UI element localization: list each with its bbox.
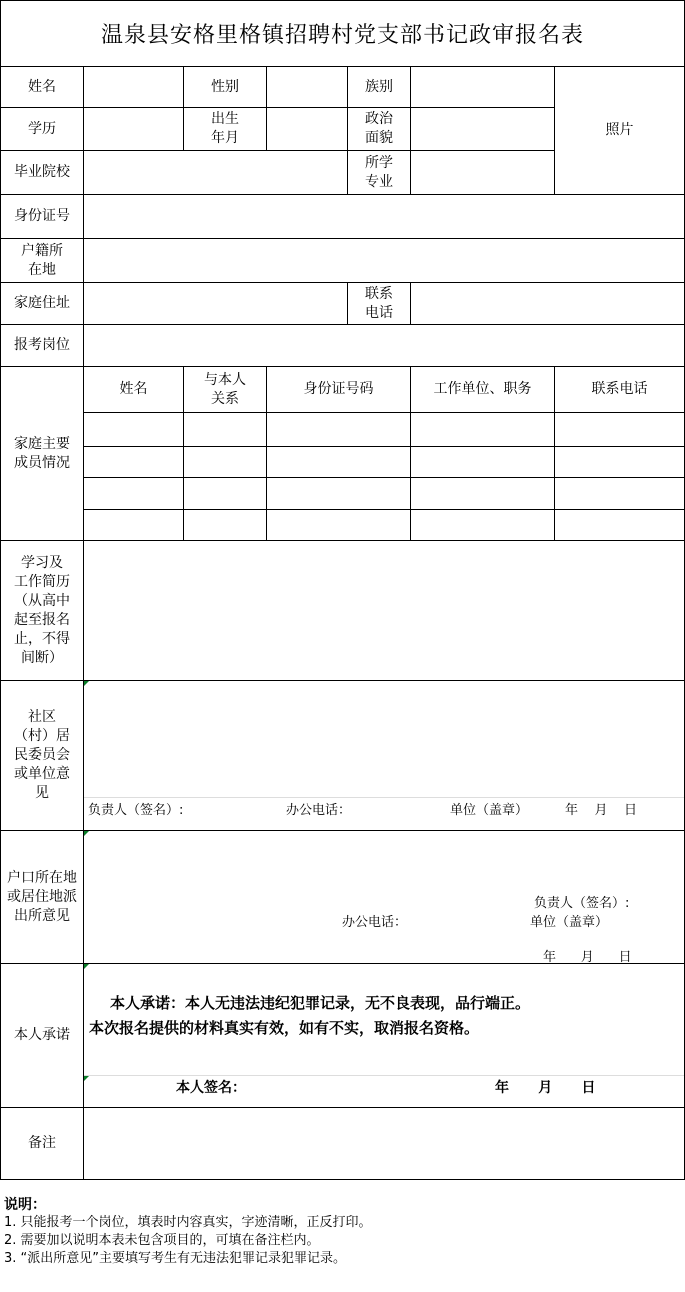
family-header-id: 身份证号码	[266, 366, 411, 413]
police-date: 年 月 日	[543, 950, 632, 965]
family-cell[interactable]	[554, 477, 685, 510]
id-number-label: 身份证号	[0, 194, 84, 239]
education-label: 学历	[0, 107, 84, 151]
family-cell[interactable]	[266, 509, 411, 541]
family-header-phone: 联系电话	[554, 366, 685, 413]
political-field[interactable]	[410, 107, 555, 151]
police-signer: 负责人（签名）:	[534, 896, 630, 911]
family-header-name: 姓名	[83, 366, 184, 413]
note-item: 2. 需要加以说明本表未包含项目的，可填在备注栏内。	[4, 1233, 320, 1248]
family-cell[interactable]	[410, 477, 555, 510]
note-item: 1. 只能报考一个岗位，填表时内容真实，字迹清晰，正反打印。	[4, 1215, 372, 1230]
pledge-label: 本人承诺	[0, 963, 84, 1108]
form-title: 温泉县安格里格镇招聘村党支部书记政审报名表	[0, 0, 685, 66]
name-field[interactable]	[83, 66, 184, 108]
pledge-line-2: 本次报名提供的材料真实有效，如有不实，取消报名资格。	[89, 1019, 480, 1037]
community-divider	[84, 797, 684, 798]
family-header-relation: 与本人 关系	[183, 366, 267, 413]
family-cell[interactable]	[554, 446, 685, 478]
cell-marker-icon	[84, 681, 89, 686]
cell-marker-icon	[84, 1076, 89, 1081]
family-cell[interactable]	[183, 412, 267, 447]
family-cell[interactable]	[183, 477, 267, 510]
position-field[interactable]	[83, 324, 685, 367]
address-field[interactable]	[83, 282, 348, 325]
remarks-field[interactable]	[83, 1107, 685, 1180]
family-label: 家庭主要 成员情况	[0, 366, 84, 541]
community-signer: 负责人（签名）:	[88, 803, 184, 818]
gender-label: 性别	[183, 66, 267, 108]
family-cell[interactable]	[83, 412, 184, 447]
cell-marker-icon	[84, 964, 89, 969]
resume-label: 学习及 工作简历 （从高中 起至报名 止，不得 间断）	[0, 540, 84, 681]
note-item: 3. “派出所意见”主要填写考生有无违法犯罪记录犯罪记录。	[4, 1251, 347, 1266]
remarks-label: 备注	[0, 1107, 84, 1180]
police-label: 户口所在地 或居住地派 出所意见	[0, 830, 84, 964]
family-cell[interactable]	[266, 446, 411, 478]
name-label: 姓名	[0, 66, 84, 108]
major-field[interactable]	[410, 150, 555, 195]
family-cell[interactable]	[410, 509, 555, 541]
ethnicity-field[interactable]	[410, 66, 555, 108]
police-office-phone: 办公电话：	[342, 915, 408, 930]
gender-field[interactable]	[266, 66, 348, 108]
community-unit-seal: 单位（盖章）	[450, 803, 529, 818]
community-office-phone: 办公电话：	[286, 803, 352, 818]
photo-box[interactable]: 照片	[554, 66, 685, 195]
school-label: 毕业院校	[0, 150, 84, 195]
ethnicity-label: 族别	[347, 66, 411, 108]
notes-heading: 说明：	[4, 1197, 46, 1213]
family-cell[interactable]	[183, 446, 267, 478]
family-header-work: 工作单位、职务	[410, 366, 555, 413]
family-cell[interactable]	[83, 446, 184, 478]
family-cell[interactable]	[266, 477, 411, 510]
pledge-signature-label: 本人签名：	[176, 1080, 246, 1096]
family-cell[interactable]	[83, 509, 184, 541]
family-cell[interactable]	[183, 509, 267, 541]
pledge-line-1: 本人承诺：本人无违法违纪犯罪记录，无不良表现，品行端正。	[110, 994, 531, 1012]
address-label: 家庭住址	[0, 282, 84, 325]
birth-label: 出生 年月	[183, 107, 267, 151]
resume-field[interactable]	[83, 540, 685, 681]
police-unit-seal: 单位（盖章）	[530, 915, 609, 930]
id-number-field[interactable]	[83, 194, 685, 239]
community-label: 社区 （村）居 民委员会 或单位意 见	[0, 680, 84, 831]
family-cell[interactable]	[554, 412, 685, 447]
school-field[interactable]	[83, 150, 348, 195]
hukou-label: 户籍所 在地	[0, 238, 84, 283]
political-label: 政治 面貌	[347, 107, 411, 151]
family-cell[interactable]	[554, 509, 685, 541]
pledge-date: 年 月 日	[495, 1080, 596, 1096]
family-cell[interactable]	[83, 477, 184, 510]
notes-section	[4, 1196, 372, 1268]
major-label: 所学 专业	[347, 150, 411, 195]
family-cell[interactable]	[266, 412, 411, 447]
cell-marker-icon	[84, 831, 89, 836]
position-label: 报考岗位	[0, 324, 84, 367]
phone-field[interactable]	[410, 282, 685, 325]
pledge-divider	[84, 1075, 684, 1076]
education-field[interactable]	[83, 107, 184, 151]
hukou-field[interactable]	[83, 238, 685, 283]
family-cell[interactable]	[410, 446, 555, 478]
birth-field[interactable]	[266, 107, 348, 151]
family-cell[interactable]	[410, 412, 555, 447]
community-date: 年 月 日	[565, 803, 638, 818]
phone-label: 联系 电话	[347, 282, 411, 325]
